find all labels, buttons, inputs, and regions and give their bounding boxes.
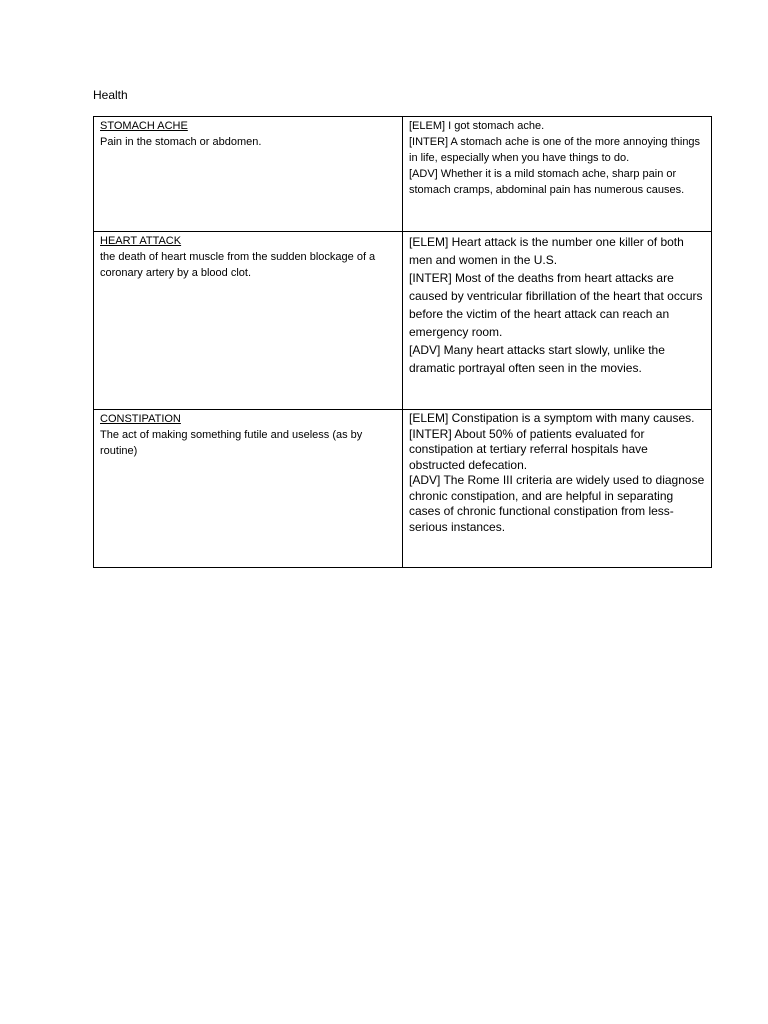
term-cell: [94, 410, 403, 568]
examples-cell: [403, 410, 712, 568]
term-heading: CONSTIPATION: [100, 413, 181, 425]
vocabulary-table: [93, 116, 712, 568]
table-row: [94, 232, 712, 410]
example-elementary: [ELEM] I got stomach ache.: [409, 120, 545, 132]
term-definition: the death of heart muscle from the sudden blockage of a coronary artery by a blood clot.: [100, 251, 376, 279]
example-advanced: [ADV] Whether it is a mild stomach ache, sharp pain or stomach cramps, abdominal pain has numerous causes.: [409, 168, 685, 196]
example-intermediate: [INTER] About 50% of patients evaluated for constipation at tertiary referral hospitals have obstructed defecation.: [409, 426, 648, 472]
term-heading: STOMACH ACHE: [100, 120, 188, 132]
examples-cell: [403, 117, 712, 232]
example-advanced: [ADV] Many heart attacks start slowly, unlike the dramatic portrayal often seen in the movies.: [409, 343, 665, 375]
example-elementary: [ELEM] Heart attack is the number one killer of both men and women in the U.S.: [409, 235, 684, 267]
term-definition: Pain in the stomach or abdomen.: [100, 136, 262, 148]
example-intermediate: [INTER] Most of the deaths from heart attacks are caused by ventricular fibrillation of the heart that occurs before the victim of the heart attack can reach an emergency room.: [409, 271, 703, 339]
page-title: Health: [93, 88, 128, 102]
example-elementary: [ELEM] Constipation is a symptom with many causes.: [409, 411, 695, 425]
term-cell: [94, 117, 403, 232]
term-cell: [94, 232, 403, 410]
example-intermediate: [INTER] A stomach ache is one of the more annoying things in life, especially when you have things to do.: [409, 136, 701, 164]
examples-cell: [403, 232, 712, 410]
example-advanced: [ADV] The Rome III criteria are widely used to diagnose chronic constipation, and are helpful in separating cases of chronic functional constipation from less-serious instances.: [409, 473, 705, 534]
term-heading: HEART ATTACK: [100, 235, 182, 247]
table-row: [94, 117, 712, 232]
term-definition: The act of making something futile and useless (as by routine): [100, 429, 363, 457]
table-row: [94, 410, 712, 568]
